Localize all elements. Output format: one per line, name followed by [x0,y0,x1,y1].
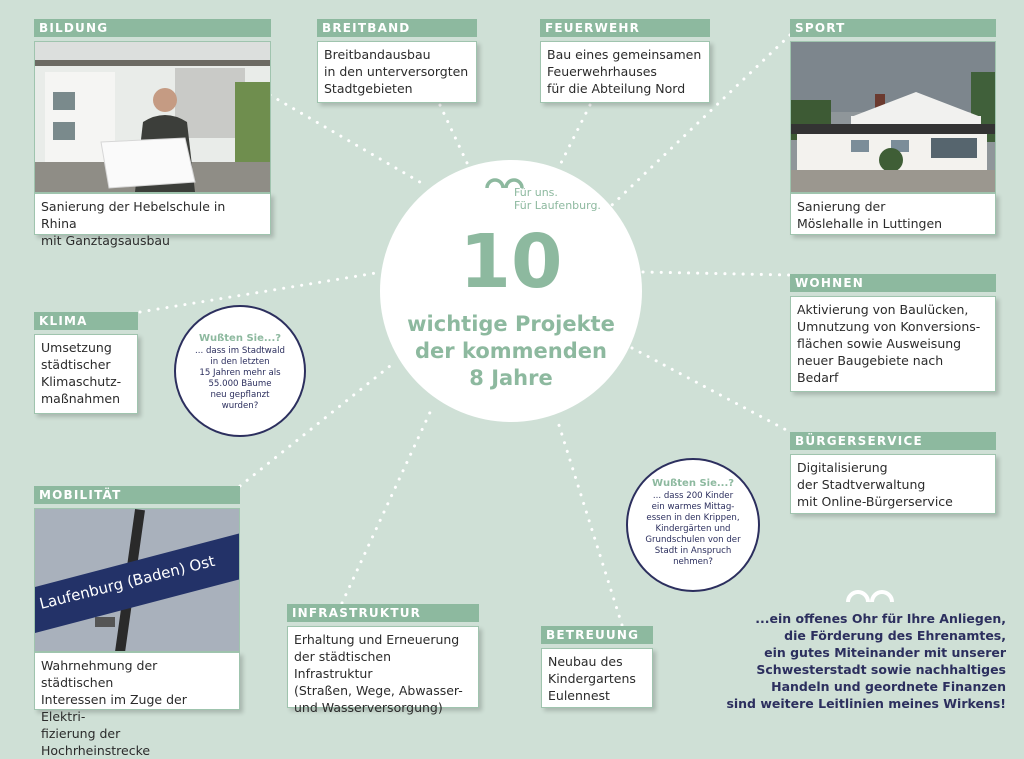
text-wohnen: Aktivierung von Baulücken, Umnutzung von Konversions- flächen sowie Ausweisung neuer Baugebiete nach Bedarf [790,296,996,392]
closing-statement: ...ein offenes Ohr für Ihre Anliegen, die Förderung des Ehrenamtes, ein gutes Miteinander mit unserer Schwesterstadt sowie nachhaltiges Handeln und geordnete Finanzen sind weitere Leitlinien meines Wirkens! [726,611,1006,711]
connector-buergerservice [632,348,790,432]
text-breitband: Breitbandausbau in den unterversorgten Stadtgebieten [317,41,477,103]
center-line-3: 8 Jahre [469,366,553,390]
center-line-2: der kommenden [415,339,607,363]
text-betreuung: Neubau des Kindergartens Eulennest [541,648,653,708]
fact-body: ... dass 200 Kinder ein warmes Mittag- essen in den Krippen, Kindergärten und Grundschulen von der Stadt in Anspruch nehmen? [645,491,741,567]
station-sign-text: Laufenburg (Baden) Ost [37,551,217,613]
center-line-1: wichtige Projekte [407,312,615,336]
tag-breitband: BREITBAND [317,19,477,37]
center-circle [380,160,642,422]
connector-wohnen [643,272,790,275]
connector-breitband [440,105,468,165]
connector-klima [140,272,382,312]
connector-infrastruktur [342,408,432,603]
photo-hebelschule [34,41,271,193]
text-sport: Sanierung der Möslehalle in Luttingen [790,193,996,235]
fact-title: Wußten Sie...? [651,478,735,489]
tag-betreuung: BETREUUNG [541,626,653,644]
photo-station-sign [34,508,240,652]
text-infrastruktur: Erhaltung und Erneuerung der städtischen Infrastruktur (Straßen, Wege, Abwasser- und Wasserversorgung) [287,626,479,708]
fact-body: ... dass im Stadtwald in den letzten 15 Jahren mehr als 55.000 Bäume neu gepflanzt wurden? [195,346,285,411]
ear-logo-icon [845,586,895,604]
fact-title: Wußten Sie...? [198,333,282,344]
center-number: 10 [459,219,563,305]
tag-mobilitaet: MOBILITÄT [34,486,240,504]
text-bildung: Sanierung der Hebelschule in Rhina mit Ganztagsausbau [34,193,271,235]
tag-buergerservice: BÜRGERSERVICE [790,432,996,450]
fact-circle-mittagessen [626,458,760,592]
text-mobilitaet: Wahrnehmung der städtischen Interessen im Zuge der Elektri- fizierung der Hochrheinstrecke [34,652,240,710]
fact-circle-stadtwald [174,305,306,437]
tag-sport: SPORT [790,19,996,37]
center-slogan: Für uns. Für Laufenburg. [514,186,601,212]
text-buergerservice: Digitalisierung der Stadtverwaltung mit Online-Bürgerservice [790,454,996,514]
text-feuerwehr: Bau eines gemeinsamen Feuerwehrhauses für die Abteilung Nord [540,41,710,103]
tag-bildung: BILDUNG [34,19,271,37]
photo-moeslehalle [790,41,996,193]
tag-wohnen: WOHNEN [790,274,996,292]
connector-betreuung [558,422,622,625]
text-klima: Umsetzung städtischer Klimaschutz- maßnahmen [34,334,138,414]
connector-bildung [270,95,425,185]
tag-klima: KLIMA [34,312,138,330]
tag-infrastruktur: INFRASTRUKTUR [287,604,479,622]
tag-feuerwehr: FEUERWEHR [540,19,710,37]
connector-feuerwehr [560,105,590,165]
